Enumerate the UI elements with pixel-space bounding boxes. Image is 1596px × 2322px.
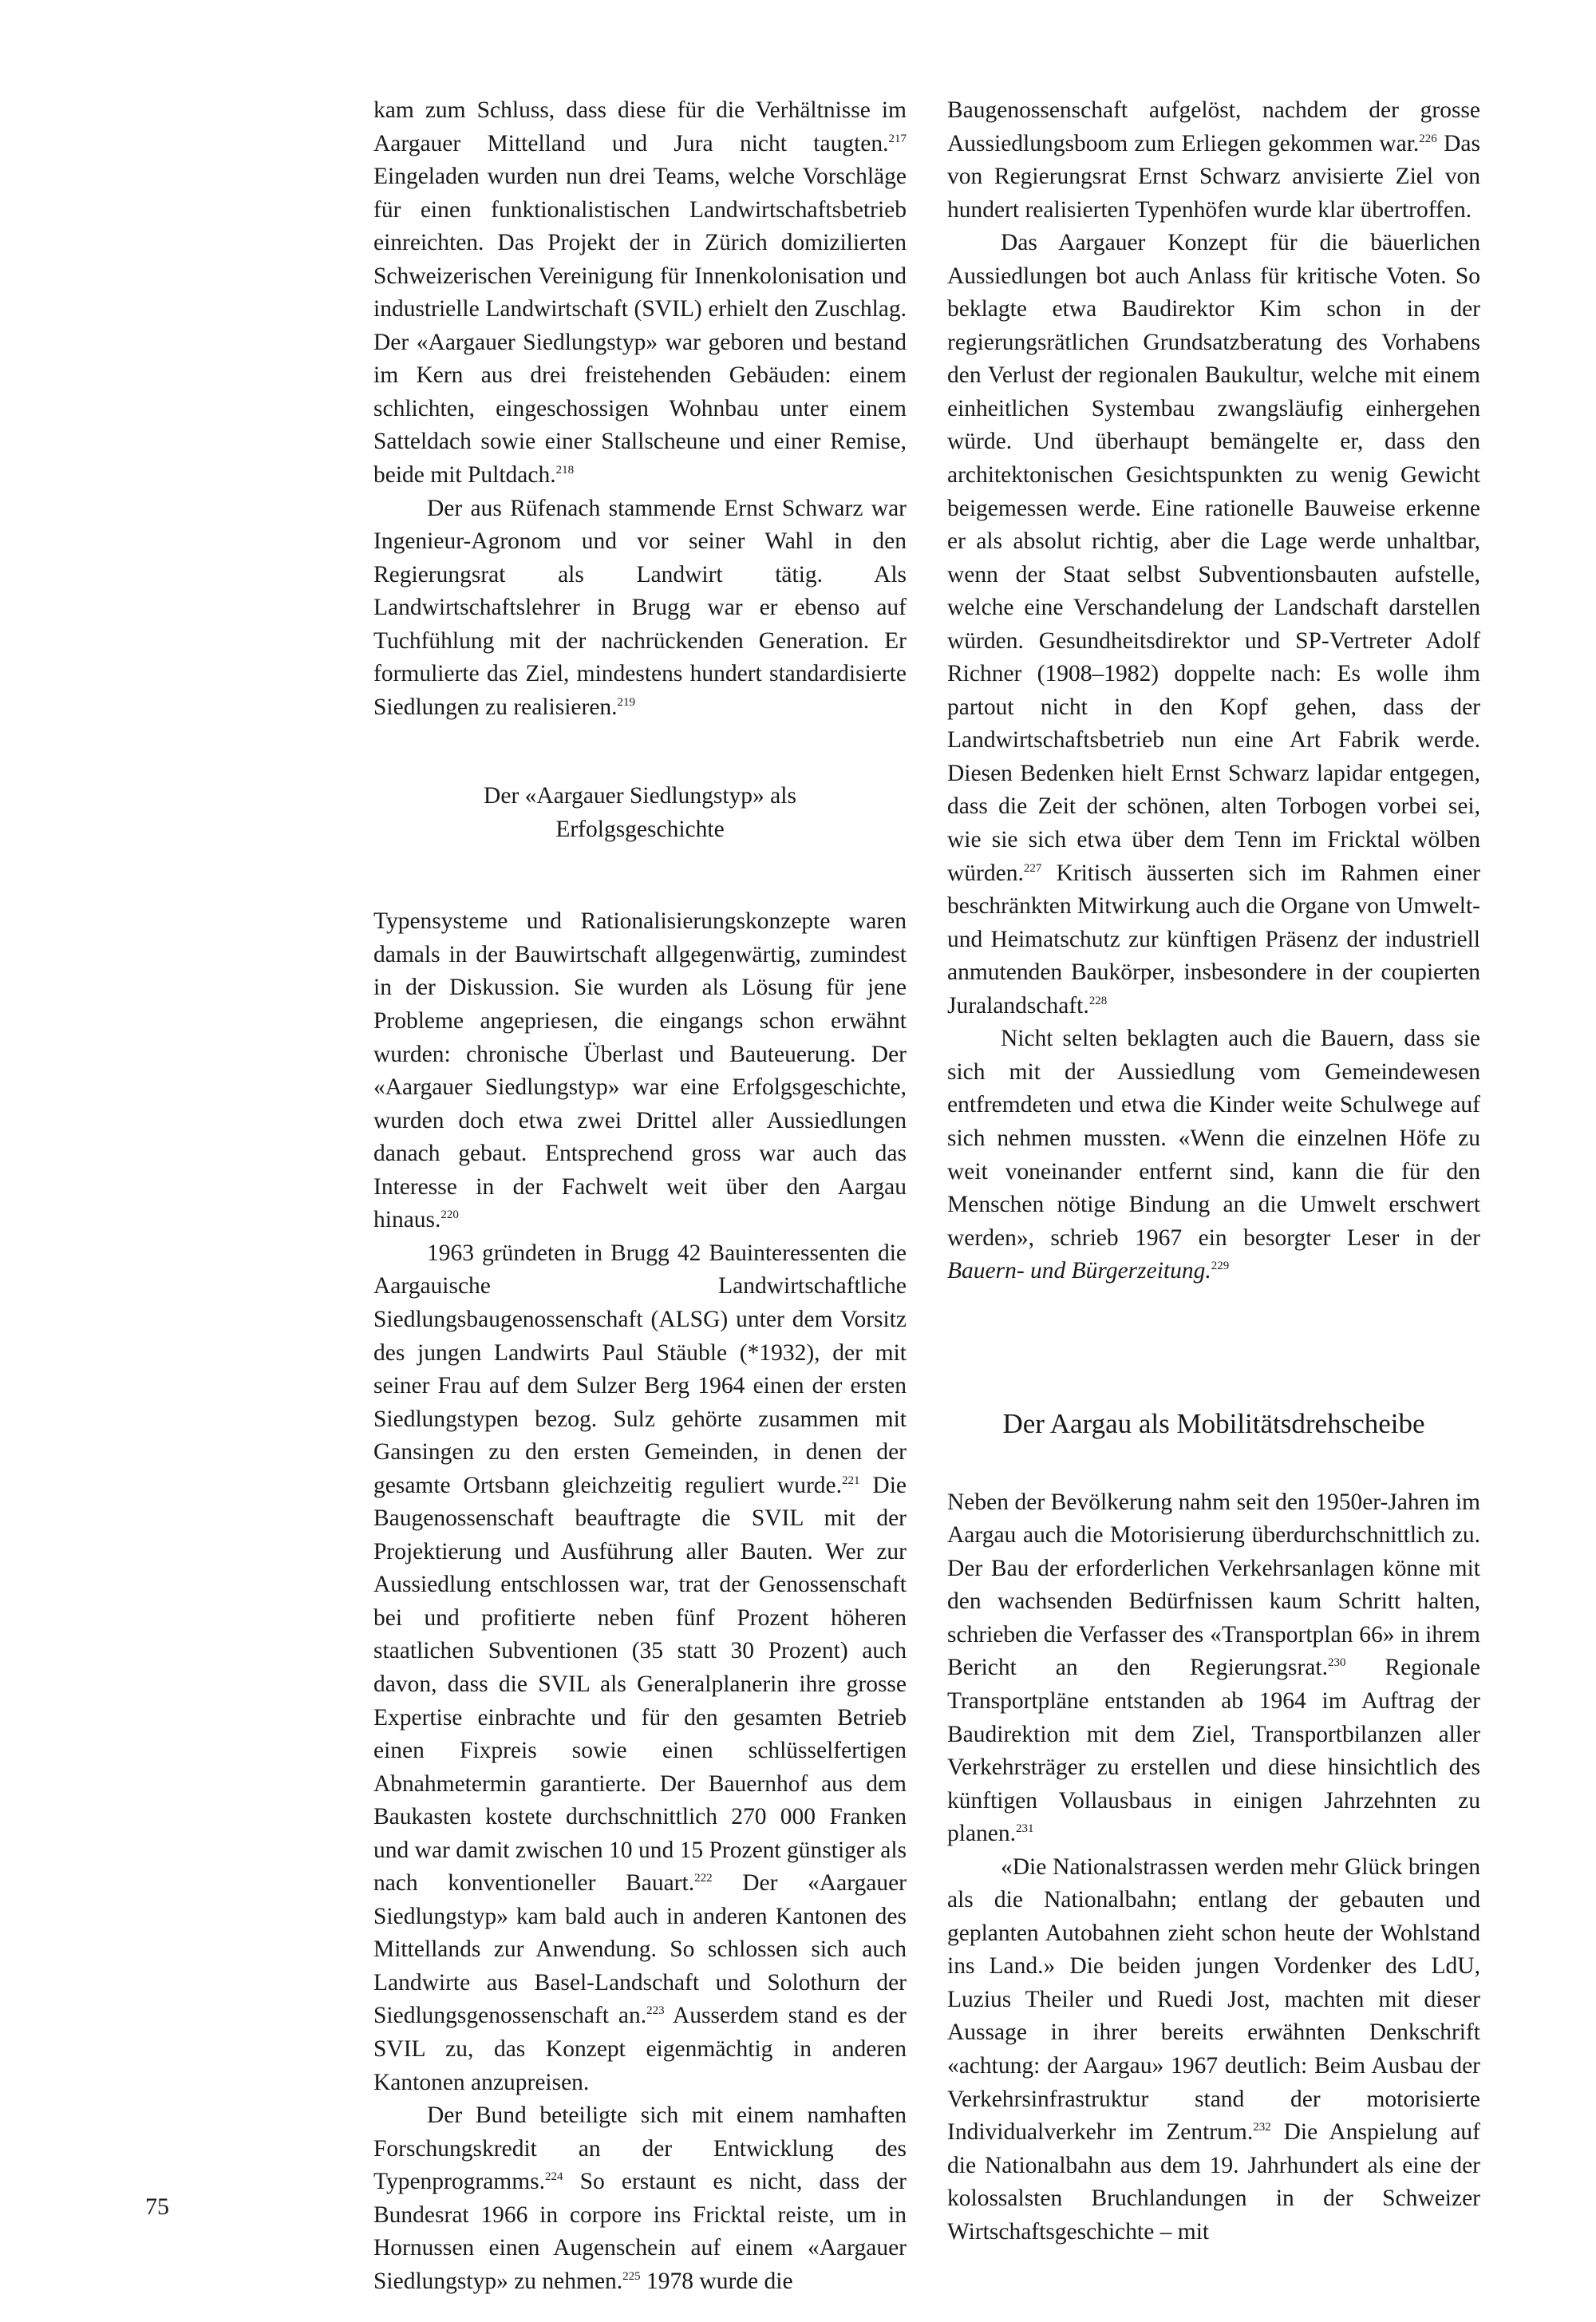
- paragraph: [373, 905, 907, 1236]
- paragraph: [373, 1237, 907, 2099]
- paragraph-text: kam zum Schluss, dass diese für die Verhältnisse im Aargauer Mittelland und Jura nicht taugten.: [373, 97, 907, 156]
- footnote-ref[interactable]: 221: [842, 1474, 860, 1487]
- paragraph-text: Typensysteme und Rationalisierungskonzepte waren damals in der Bauwirtschaft allgegenwärtig, zumindest in der Diskussion. Sie wurden als Lösung für jene Probleme angepriesen, die eingangs schon erwähnt wurden: chronische Überlast und Bauteuerung. Der «Aargauer Siedlungstyp» war eine Erfolgsgeschichte, wurden doch etwa zwei Drittel aller Aussiedlungen danach gebaut. Entsprechend gross war auch das Interesse in der Fachwelt weit über den Aargau hinaus.: [373, 908, 907, 1233]
- footnote-ref[interactable]: 232: [1253, 2121, 1271, 2134]
- paragraph-text: Nicht selten beklagten auch die Bauern, dass sie sich mit der Aussiedlung vom Gemeindewesen entfremdeten und etwa die Kinder weite Schulwege auf sich nehmen mussten. «Wenn die einzelnen Höfe zu weit voneinander entfernt sind, kann die für den Menschen nötige Bindung an die Umwelt erschwert werden», schrieb 1967 ein besorgter Leser in der: [947, 1026, 1480, 1251]
- footnote-ref[interactable]: 222: [694, 1872, 713, 1885]
- footnote-ref[interactable]: 224: [545, 2170, 563, 2184]
- paragraph: [947, 227, 1480, 1023]
- paragraph-text: Der aus Rüfenach stammende Ernst Schwarz war Ingenieur-Agronom und vor seiner Wahl in den Regierungsrat als Landwirt tätig. Als Landwirtschaftslehrer in Brugg war er ebenso auf Tuchfühlung mit der nachrückenden Generation. Er formulierte das Ziel, mindestens hundert standardisierte Siedlungen zu realisieren.: [373, 495, 907, 720]
- paragraph-text: 1978 wurde die: [640, 2268, 793, 2294]
- footnote-ref[interactable]: 220: [440, 1208, 459, 1222]
- footnote-ref[interactable]: 217: [888, 132, 907, 145]
- paragraph-text: Regionale Transportpläne entstanden ab 1964 im Auftrag der Baudirektion mit dem Ziel, Transportbilanzen aller Verkehrsträger zu erstellen und diese hinsichtlich des künftigen Vollausbaus in einigen Jahrzehnten zu planen.: [947, 1655, 1480, 1847]
- paragraph: [947, 1851, 1480, 2249]
- paragraph-text: Eingeladen wurden nun drei Teams, welche Vorschläge für einen funktionalistischen Landwirtschaftsbetrieb einreichten. Das Projekt der in Zürich domizilierten Schweizerischen Vereinigung für Innenkolonisation und industrielle Landwirtschaft (SVIL) erhielt den Zuschlag. Der «Aargauer Siedlungstyp» war geboren und bestand im Kern aus drei freistehenden Gebäuden: einem schlichten, eingeschossigen Wohnbau unter einem Satteldach sowie einer Stallscheune und einer Remise, beide mit Pultdach.: [373, 164, 907, 489]
- paragraph-text: «Die Nationalstrassen werden mehr Glück bringen als die Nationalbahn; entlang der gebauten und geplanten Autobahnen zieht schon heute der Wohlstand ins Land.» Die beiden jungen Vordenker des LdU, Luzius Theiler und Ruedi Jost, machten mit dieser Aussage in ihrer bereits erwähnten Denkschrift «achtung: der Aargau» 1967 deutlich: Beim Ausbau der Verkehrsinfrastruktur stand der motorisierte Individualverkehr im Zentrum.: [947, 1853, 1480, 2146]
- section-heading: Der Aargau als Mobilitätsdrehscheibe: [1002, 1407, 1425, 1439]
- paragraph: [947, 1023, 1480, 1288]
- paragraph-text: Die Baugenossenschaft beauftragte die SVIL mit der Projektierung und Ausführung aller Bauten. Wer zur Aussiedlung entschlossen war, trat der Genossenschaft bei und profitierte neben fünf Prozent höheren staatlichen Subventionen (35 statt 30 Prozent) auch davon, dass die SVIL als Generalplanerin ihre grosse Expertise einbrachte und für den gesamten Betrieb einen Fixpreis sowie einen schlüsselfertigen Abnahmetermin garantierte. Der Bauernhof aus dem Baukasten kostete durchschnittlich 270 000 Franken und war damit zwischen 10 und 15 Prozent günstiger als nach konventioneller Bauart.: [373, 1472, 907, 1897]
- paragraph: [373, 492, 907, 725]
- page-number: 75: [145, 2193, 169, 2220]
- paragraph: [373, 2099, 907, 2298]
- footnote-ref[interactable]: 227: [1023, 861, 1042, 875]
- paragraph: [947, 1486, 1480, 1851]
- paragraph-text: Neben der Bevölkerung nahm seit den 1950er-Jahren im Aargau auch die Motorisierung überdurchschnittlich zu. Der Bau der erforderlichen Verkehrsanlagen könne mit den wachsenden Bedürfnissen kaum Schritt halten, schrieben die Verfasser des «Transportplan 66» in ihrem Bericht an den Regierungsrat.: [947, 1489, 1480, 1681]
- paragraph-text: Kritisch äusserten sich im Rahmen einer beschränkten Mitwirkung auch die Organe von Umwelt- und Heimatschutz zur künftigen Präsenz der industriell anmutenden Baukörper, insbesondere in der coupierten Juralandschaft.: [947, 860, 1480, 1019]
- footnote-ref[interactable]: 229: [1211, 1260, 1230, 1273]
- subheading-line: Erfolgsgeschichte: [555, 816, 725, 842]
- left-column: [373, 94, 907, 2298]
- publication-title: Bauern- und Bürgerzeitung.: [947, 1258, 1211, 1284]
- paragraph-text: Das Aargauer Konzept für die bäuerlichen Aussiedlungen bot auch Anlass für kritische Voten. So beklagte etwa Baudirektor Kim schon in der regierungsrätlichen Grundsatzberatung des Vorhabens den Verlust der regionalen Baukultur, welche mit einem einheitlichen Systembau zwangsläufig einhergehen würde. Und überhaupt bemängelte er, dass den architektonischen Gesichtspunkten zu wenig Gewicht beigemessen werde. Eine rationelle Bauweise erkenne er als absolut richtig, aber die Lage werde unhaltbar, wenn der Staat selbst Subventionsbauten aufstelle, welche eine Verschandelung der Landschaft darstellen würden. Gesundheitsdirektor und SP-Vertreter Adolf Richner (1908–1982) doppelte nach: Es wolle ihm partout nicht in den Kopf gehen, dass der Landwirtschaftsbetrieb nun eine Art Fabrik werde. Diesen Bedenken hielt Ernst Schwarz lapidar entgegen, dass die Zeit der schönen, alten Torbogen vorbei sei, wie sie sich etwa über dem Tenn im Fricktal wölben würden.: [947, 230, 1480, 886]
- right-column: [947, 94, 1480, 2249]
- footnote-ref[interactable]: 230: [1327, 1656, 1346, 1670]
- footnote-ref[interactable]: 225: [622, 2269, 641, 2283]
- paragraph-text: Das von Regierungsrat Ernst Schwarz anvisierte Ziel von hundert realisierten Typenhöfen wurde klar übertroffen.: [947, 130, 1480, 223]
- paragraph-text: Der Bund beteiligte sich mit einem namhaften Forschungskredit an der Entwicklung des Typenprogramms.: [373, 2102, 907, 2195]
- paragraph-text: Die Anspielung auf die Nationalbahn aus dem 19. Jahrhundert als eine der kolossalsten Bruchlandungen in der Schweizer Wirtschaftsgeschichte – mit: [947, 2119, 1480, 2245]
- footnote-ref[interactable]: 218: [555, 464, 575, 477]
- paragraph-text: Ausserdem stand es der SVIL zu, das Konzept eigenmächtig in anderen Kantonen anzupreisen.: [373, 2003, 907, 2095]
- footnote-ref[interactable]: 223: [646, 2004, 665, 2018]
- footnote-ref[interactable]: 231: [1016, 1822, 1034, 1836]
- paragraph-text: Der «Aargauer Siedlungstyp» kam bald auch in anderen Kantonen des Mittellands zur Anwendung. So schlossen sich auch Landwirte aus Basel-Landschaft und Solothurn der Siedlungsgenossenschaft an.: [373, 1870, 907, 2029]
- subheading: [373, 780, 907, 846]
- paragraph: [373, 94, 907, 492]
- footnote-ref[interactable]: 226: [1419, 132, 1437, 145]
- paragraph-text: 1963 gründeten in Brugg 42 Bauinteressenten die Aargauische Landwirtschaftliche Siedlungsbaugenossenschaft (ALSG) unter dem Vorsitz des jungen Landwirts Paul Stäuble (*1932), der mit seiner Frau auf dem Sulzer Berg 1964 einen der ersten Siedlungstypen bezog. Sulz gehörte zusammen mit Gansingen zu den ersten Gemeinden, in denen der gesamte Ortsbann gleichzeitig reguliert wurde.: [373, 1240, 907, 1498]
- paragraph: [947, 94, 1480, 227]
- footnote-ref[interactable]: 228: [1088, 994, 1108, 1007]
- paragraph-text: So erstaunt es nicht, dass der Bundesrat 1966 in corpore ins Fricktal reiste, um in Hornussen einen Augenschein auf einem «Aargauer Siedlungstyp» zu nehmen.: [373, 2169, 907, 2294]
- footnote-ref[interactable]: 219: [617, 695, 636, 709]
- subheading-line: Der «Aargauer Siedlungstyp» als: [484, 783, 796, 809]
- paragraph-text: Baugenossenschaft aufgelöst, nachdem der grosse Aussiedlungsboom zum Erliegen gekommen war.: [947, 97, 1480, 156]
